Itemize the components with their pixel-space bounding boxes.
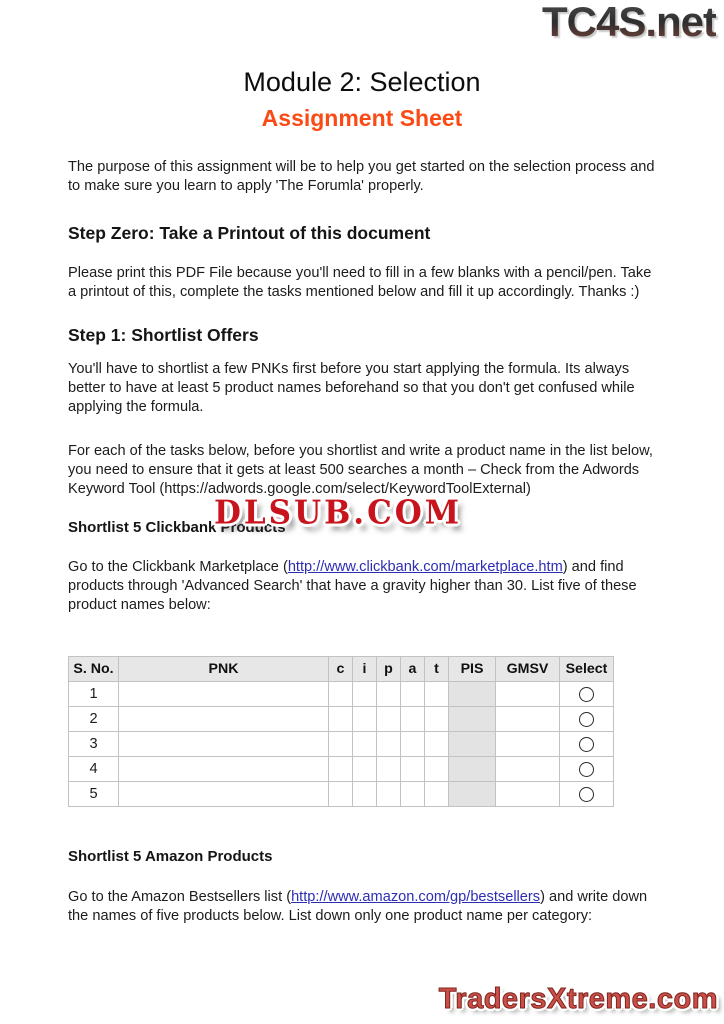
sno-cell: 3 [69, 732, 119, 757]
pis-cell [449, 757, 496, 782]
amazon-text-before: Go to the Amazon Bestsellers list ( [68, 889, 292, 905]
step-one-paragraph-1: You'll have to shortlist a few PNKs first before you start applying the formula. Its always better to have at least 5 product names beforehand so that you don't get confused while applying the formula. [68, 361, 635, 415]
p-cell [377, 682, 401, 707]
clickbank-paragraph [68, 558, 662, 615]
select-cell [560, 707, 614, 732]
c-cell [329, 782, 353, 807]
shortlist-table [68, 656, 614, 807]
c-cell [329, 682, 353, 707]
pis-cell [449, 782, 496, 807]
table-row [69, 782, 614, 807]
clickbank-section [68, 494, 662, 537]
pis-cell [449, 707, 496, 732]
a-cell [401, 682, 425, 707]
clickbank-text-after: ) and find products through 'Advanced Search' that have a gravity higher than 30. List five of these product names below: [68, 559, 637, 613]
page-subtitle: Assignment Sheet [261, 105, 463, 131]
amazon-heading: Shortlist 5 Amazon Products [68, 848, 273, 865]
t-cell [425, 682, 449, 707]
p-cell [377, 757, 401, 782]
amazon-bestsellers-link[interactable]: http://www.amazon.com/gp/bestsellers [291, 889, 541, 905]
col-header-p: p [377, 657, 401, 682]
i-cell [353, 682, 377, 707]
t-cell [425, 732, 449, 757]
a-cell [401, 707, 425, 732]
tradersxtreme-logo: TradersXtreme.com [438, 983, 718, 1015]
amazon-paragraph [68, 888, 662, 926]
clickbank-text-before: Go to the Clickbank Marketplace ( [68, 559, 288, 575]
a-cell [401, 732, 425, 757]
col-header-sno: S. No. [69, 657, 119, 682]
select-cell [560, 782, 614, 807]
p-cell [377, 782, 401, 807]
a-cell [401, 757, 425, 782]
pnk-cell [119, 782, 329, 807]
document-content [0, 158, 724, 926]
col-header-i: i [353, 657, 377, 682]
sno-cell: 4 [69, 757, 119, 782]
select-radio[interactable] [579, 712, 594, 727]
sno-cell: 5 [69, 782, 119, 807]
table-row [69, 757, 614, 782]
t-cell [425, 782, 449, 807]
gmsv-cell [496, 732, 560, 757]
col-header-pnk: PNK [119, 657, 329, 682]
i-cell [353, 707, 377, 732]
select-cell [560, 682, 614, 707]
intro-paragraph: The purpose of this assignment will be to help you get started on the selection process and to make sure you learn to apply 'The Forumla' properly. [68, 159, 655, 194]
gmsv-cell [496, 757, 560, 782]
step-zero-paragraph: Please print this PDF File because you'll need to fill in a few blanks with a pencil/pen. Take a printout of this, complete the tasks mentioned below and fill it up accordingly. Thanks :) [68, 265, 652, 300]
pnk-cell [119, 732, 329, 757]
c-cell [329, 707, 353, 732]
tc4s-logo: TC4S.net [541, 0, 716, 45]
p-cell [377, 707, 401, 732]
amazon-text-after: ) and write down the names of five products below. List down only one product name per category: [68, 889, 648, 924]
table-row [69, 682, 614, 707]
clickbank-heading: Shortlist 5 Clickbank Products [68, 519, 286, 536]
pnk-cell [119, 682, 329, 707]
table-row [69, 707, 614, 732]
pis-cell [449, 732, 496, 757]
select-radio[interactable] [579, 687, 594, 702]
c-cell [329, 732, 353, 757]
t-cell [425, 707, 449, 732]
pnk-cell [119, 757, 329, 782]
table-header-row [69, 657, 614, 682]
col-header-c: c [329, 657, 353, 682]
c-cell [329, 757, 353, 782]
table-row [69, 732, 614, 757]
page-title: Module 2: Selection [243, 67, 481, 97]
i-cell [353, 782, 377, 807]
a-cell [401, 782, 425, 807]
sno-cell: 1 [69, 682, 119, 707]
select-radio[interactable] [579, 787, 594, 802]
step-zero-heading: Step Zero: Take a Printout of this document [68, 223, 431, 243]
sno-cell: 2 [69, 707, 119, 732]
col-header-gmsv: GMSV [496, 657, 560, 682]
step-one-heading: Step 1: Shortlist Offers [68, 325, 259, 345]
i-cell [353, 757, 377, 782]
pis-cell [449, 682, 496, 707]
i-cell [353, 732, 377, 757]
select-cell [560, 732, 614, 757]
p-cell [377, 732, 401, 757]
gmsv-cell [496, 782, 560, 807]
col-header-pis: PIS [449, 657, 496, 682]
clickbank-marketplace-link[interactable]: http://www.clickbank.com/marketplace.htm [287, 559, 563, 575]
gmsv-cell [496, 707, 560, 732]
dlsub-watermark: DLSUB.COM [214, 494, 463, 532]
select-cell [560, 757, 614, 782]
col-header-a: a [401, 657, 425, 682]
gmsv-cell [496, 682, 560, 707]
col-header-select: Select [560, 657, 614, 682]
select-radio[interactable] [579, 737, 594, 752]
select-radio[interactable] [579, 762, 594, 777]
step-one-paragraph-2: For each of the tasks below, before you shortlist and write a product name in the list below, you need to ensure that it gets at least 500 searches a month – Check from the Adwords Keyword Tool (https://adwords.google.com/select/KeywordToolExternal) [68, 443, 653, 497]
col-header-t: t [425, 657, 449, 682]
t-cell [425, 757, 449, 782]
pnk-cell [119, 707, 329, 732]
